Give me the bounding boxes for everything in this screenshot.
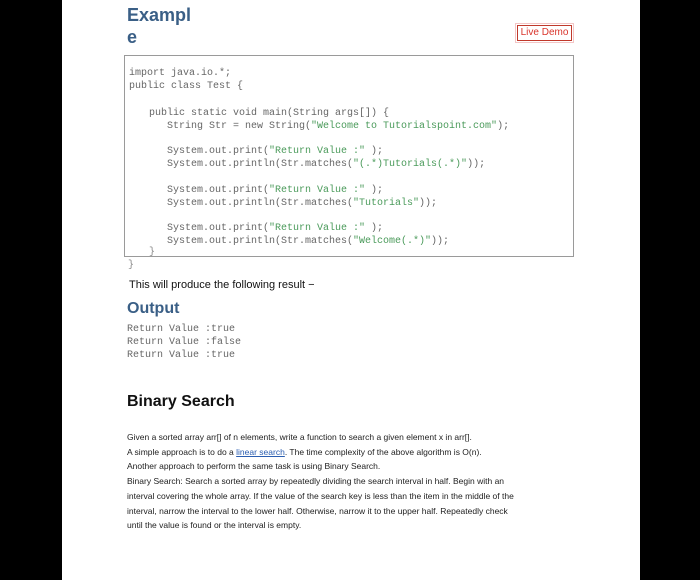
result-intro-text: This will produce the following result − [129,279,315,291]
output-line: Return Value :false [127,337,242,348]
paragraph-line: interval, narrow the interval to the lower half. Otherwise, narrow it to the upper half. Repeatedly check [127,505,508,516]
code-token: System.out.println(Str.matches( [167,198,354,209]
code-token: System.out.print( [167,223,270,234]
code-string: "Welcome(.*)" [353,236,432,247]
code-line-class: public class Test { [129,81,244,92]
code-line-println-2 [167,197,437,210]
paragraph-line: Binary Search: Search a sorted array by repeatedly dividing the search interval in half. Begin with an [127,476,505,487]
paragraph-line: interval covering the whole array. If the value of the search key is less than the item in the middle of the [127,490,514,501]
output-line: Return Value :true [127,324,236,335]
output-line: Return Value :true [127,350,236,361]
code-token: ); [497,121,510,132]
paragraph-text: . The time complexity of the above algorithm is O(n). [284,446,482,457]
code-line-println-3 [167,235,449,248]
code-token: ); [365,185,384,196]
code-line-print-1 [167,145,383,158]
code-line-close-inner: } [149,247,156,258]
code-string: "Return Value :" [269,146,366,157]
code-token: )); [431,236,450,247]
code-token: System.out.print( [167,185,270,196]
code-token: ); [365,223,384,234]
live-demo-button[interactable]: Live Demo [517,25,572,41]
code-token: System.out.println(Str.matches( [167,236,354,247]
title-line-2: e [127,27,138,47]
code-block [124,55,574,257]
paragraph-text: A simple approach is to do a [127,446,237,457]
code-line-println-1 [167,158,485,171]
code-token: ); [365,146,384,157]
title-line-1: Exampl [127,5,192,25]
paragraph-line: Another approach to perform the same task is using Binary Search. [127,461,381,472]
code-token: )); [419,198,438,209]
page-title [127,4,207,48]
code-string: "Tutorials" [353,198,420,209]
linear-search-link[interactable]: linear search [236,446,285,457]
code-line-print-2 [167,184,383,197]
code-token: )); [467,159,486,170]
code-token: System.out.println(Str.matches( [167,159,354,170]
output-heading: Output [127,300,180,317]
code-token: String Str = new String( [167,121,312,132]
binary-search-heading: Binary Search [127,393,235,410]
document-page [62,0,640,580]
code-string: "Welcome to Tutorialspoint.com" [311,121,498,132]
code-line-print-3 [167,222,383,235]
binary-search-paragraph [127,430,577,533]
code-line-main: public static void main(String args[]) { [149,108,390,119]
code-string: "(.*)Tutorials(.*)" [353,159,468,170]
code-line-close-outer: } [128,260,135,271]
code-string: "Return Value :" [269,185,366,196]
code-string: "Return Value :" [269,223,366,234]
paragraph-line: Given a sorted array arr[] of n elements, write a function to search a given element x in arr[]. [127,432,472,442]
code-line-string-decl [167,120,509,133]
code-token: System.out.print( [167,146,270,157]
paragraph-line [127,445,577,460]
paragraph-line: until the value is found or the interval is empty. [127,520,302,531]
code-line-import: import java.io.*; [129,68,232,79]
